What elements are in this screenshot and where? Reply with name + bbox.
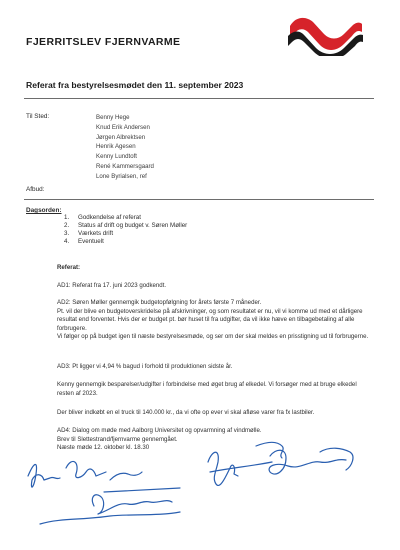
ad4-line2: Brev til Slettestrand/fjernvarme gennemgået. — [57, 435, 178, 443]
dagsorden-label: Dagsorden: — [26, 207, 62, 214]
truck-paragraph: Der bliver indkøbt en el truck til 140.000 kr., da vi ofte op ever vi skal afløse varer fra fx lastbiler. — [57, 409, 315, 416]
agenda-list — [64, 214, 187, 246]
ad2-section — [57, 299, 374, 342]
agenda-item: 3. Værkets drift — [64, 230, 114, 238]
signatures-icon — [20, 432, 380, 542]
attendee: Benny Hege — [96, 114, 130, 121]
attendee-list — [96, 113, 154, 181]
attendee: Henrik Agesen — [96, 143, 136, 151]
title-divider — [24, 98, 374, 99]
ad2-line3: Vi følger op på budget igen til næste bestyrelsesmøde, og ser om der skal meldes en prisstigning ud til forbrugerne. — [57, 333, 369, 341]
company-logo-icon — [286, 12, 364, 56]
ad2-line2: Pt. vil der blive en budgetoverskridelse på afskrivninger, og som resultatet er nu, vil vi komme ud med et dårligere resultat end forventet. Hvis der er budget pt. bør huset til fra udgifter, da vil ikke hæve en tilbagebetaling af alle forbrugere. — [57, 307, 363, 332]
document-title: Referat fra bestyrelsesmødet den 11. september 2023 — [26, 80, 244, 90]
ad4-line1: AD4: Dialog om møde med Aalborg Universitet og opvarmning af vindmølle. — [57, 427, 262, 434]
attendee: Jørgen Albrektsen — [96, 133, 146, 141]
attendee: Kenny Lundtoft — [96, 153, 137, 160]
afbud-divider — [24, 199, 374, 200]
agenda-item: 1. Godkendelse af referat — [64, 214, 141, 221]
afbud-label: Afbud: — [26, 186, 45, 193]
referat-heading: Referat: — [57, 264, 81, 271]
kenny-paragraph: Kenny gennemgik besparelser/udgifter i forbindelse med øget brug af elkedel. Vi forsøger med at bruge elkedel resten af 2023. — [57, 381, 357, 397]
ad2-line1: AD2: Søren Møller gennemgik budgetopfølgning for årets første 7 måneder. — [57, 299, 262, 306]
attendee: René Kammersgaard — [96, 162, 154, 170]
ad3-paragraph: AD3: Pt ligger vi 4,94 % bagud i forhold til produktionen sidste år. — [57, 363, 233, 370]
til-stede-label: Til Sted: — [26, 113, 50, 120]
ad4-line3: Næste møde 12. oktober kl. 18.30 — [57, 444, 150, 452]
attendee: Lone Byrialsen, ref — [96, 172, 147, 180]
company-name: FJERRITSLEV FJERNVARME — [26, 36, 181, 48]
ad1-paragraph: AD1: Referat fra 17. juni 2023 godkendt. — [57, 282, 167, 289]
attendee: Knud Erik Andersen — [96, 123, 150, 131]
agenda-item: 4. Eventuelt — [64, 238, 104, 246]
agenda-item: 2. Status af drift og budget v. Søren Møller — [64, 222, 188, 230]
